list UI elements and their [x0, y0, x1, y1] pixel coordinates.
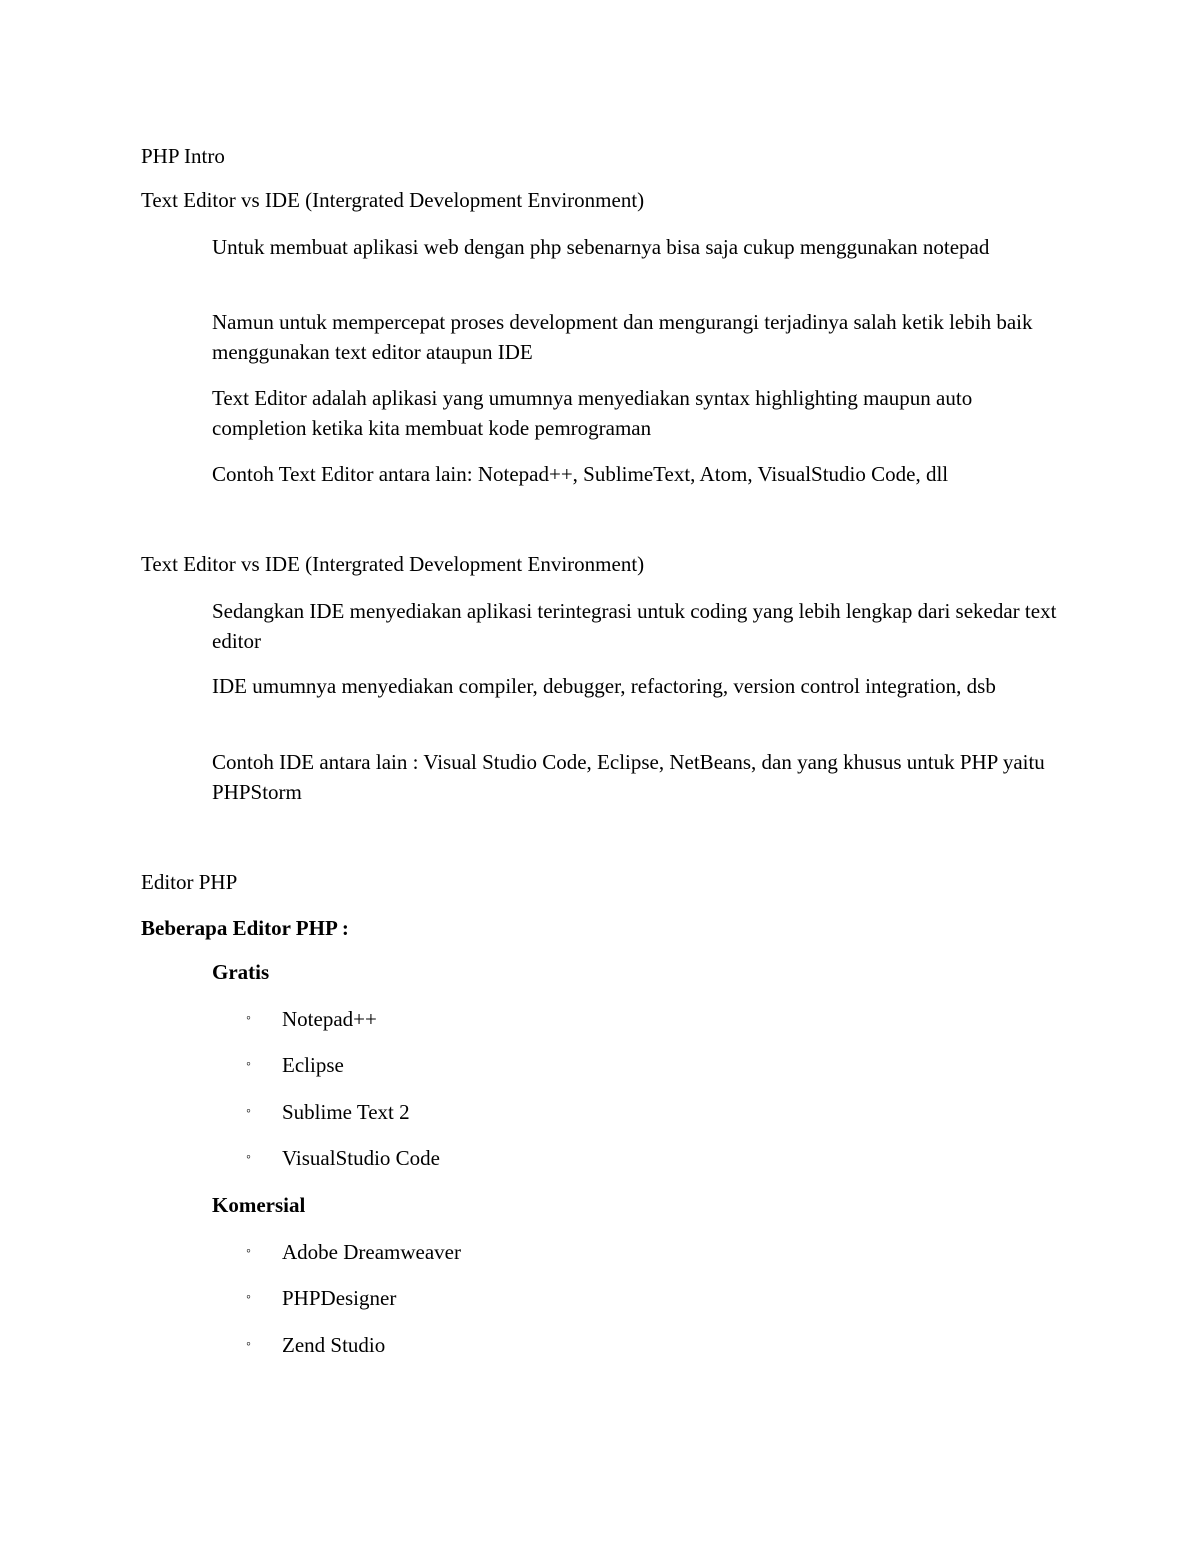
paragraph-notepad: Untuk membuat aplikasi web dengan php sebenarnya bisa saja cukup menggunakan notepad — [212, 235, 990, 259]
bullet-icon: ◦ — [246, 1011, 251, 1026]
paragraph-ide-features: IDE umumnya menyediakan compiler, debugger, refactoring, version control integration, dsb — [212, 674, 996, 698]
bullet-icon: ◦ — [246, 1244, 251, 1259]
paragraph-syntax-highlighting: Text Editor adalah aplikasi yang umumnya menyediakan syntax highlighting maupun auto completion ketika kita membuat kode pemrograman — [212, 386, 973, 440]
bullet-icon: ◦ — [246, 1290, 251, 1305]
editor-php-subtitle: Beberapa Editor PHP : — [141, 916, 349, 940]
list-item-free-sublime: Sublime Text 2 — [282, 1100, 410, 1124]
list-item-free-vscode: VisualStudio Code — [282, 1146, 440, 1170]
bullet-icon: ◦ — [246, 1104, 251, 1119]
list-item-free-notepadpp: Notepad++ — [282, 1007, 377, 1031]
paragraph-text-editor-ide: Namun untuk mempercepat proses development dan mengurangi terjadinya salah ketik lebih baik menggunakan text editor ataupun IDE — [212, 310, 1033, 364]
free-label: Gratis — [212, 960, 270, 984]
section-heading-text-editor-vs-ide: Text Editor vs IDE (Intergrated Development Environment) — [141, 188, 645, 212]
list-item-commercial-zend: Zend Studio — [282, 1333, 386, 1357]
bullet-icon: ◦ — [246, 1057, 251, 1072]
list-item-commercial-phpdesigner: PHPDesigner — [282, 1286, 397, 1310]
commercial-label: Komersial — [212, 1193, 306, 1217]
section-heading-text-editor-vs-ide-2: Text Editor vs IDE (Intergrated Development Environment) — [141, 552, 645, 576]
bullet-icon: ◦ — [246, 1150, 251, 1165]
paragraph-ide-integrated: Sedangkan IDE menyediakan aplikasi terintegrasi untuk coding yang lebih lengkap dari sekedar text editor — [212, 599, 1057, 653]
intro-title: PHP Intro — [141, 144, 225, 168]
list-item-free-eclipse: Eclipse — [282, 1053, 344, 1077]
editor-php-title: Editor PHP — [141, 870, 238, 894]
list-item-commercial-dreamweaver: Adobe Dreamweaver — [282, 1240, 461, 1264]
paragraph-text-editor-examples: Contoh Text Editor antara lain: Notepad++, SublimeText, Atom, VisualStudio Code, dll — [212, 462, 949, 486]
bullet-icon: ◦ — [246, 1337, 251, 1352]
paragraph-ide-examples: Contoh IDE antara lain : Visual Studio Code, Eclipse, NetBeans, dan yang khusus untuk PHP yaitu PHPStorm — [212, 750, 1045, 804]
